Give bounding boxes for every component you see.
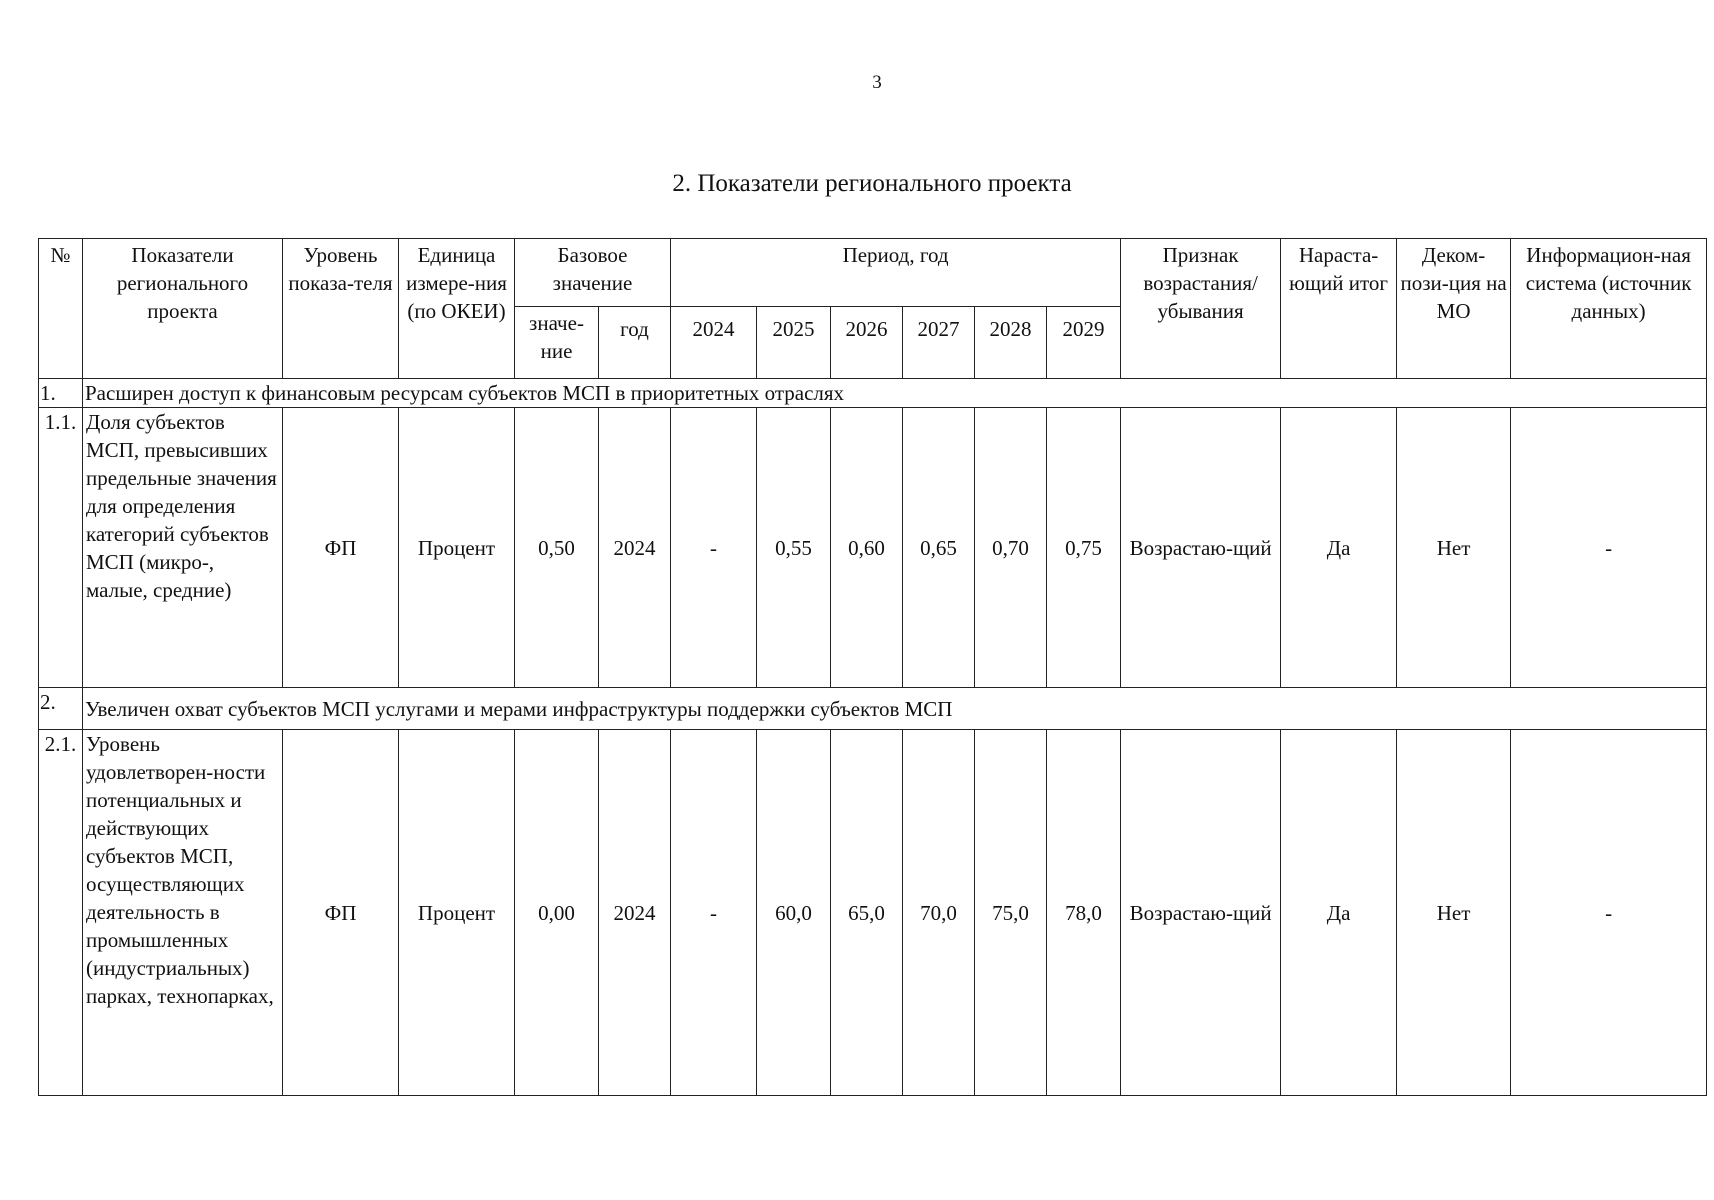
indicator-unit: Процент <box>399 408 515 688</box>
year-value: 0,70 <box>975 408 1047 688</box>
header-year: 2024 <box>671 307 757 379</box>
header-year: 2025 <box>757 307 831 379</box>
header-indicator: Показатели регионального проекта <box>83 239 283 379</box>
header-base-year: год <box>599 307 671 379</box>
base-year: 2024 <box>599 730 671 1096</box>
decomposition: Нет <box>1397 730 1511 1096</box>
info-system: - <box>1511 730 1707 1096</box>
header-year: 2028 <box>975 307 1047 379</box>
year-value: 65,0 <box>831 730 903 1096</box>
section-row <box>39 688 1707 730</box>
year-value: 0,75 <box>1047 408 1121 688</box>
table-row <box>39 408 1707 688</box>
header-cumulative: Нараста-ющий итог <box>1281 239 1397 379</box>
indicator-name: Уровень удовлетворен-ности потенциальных и действующих субъектов МСП, осуществляющих деятельность в промышленных (индустриальных) парках, технопарках, <box>83 730 283 1096</box>
year-value: - <box>671 408 757 688</box>
indicator-unit: Процент <box>399 730 515 1096</box>
year-value: 0,65 <box>903 408 975 688</box>
table-row <box>39 730 1707 1096</box>
page-number: 3 <box>872 72 882 93</box>
section-row <box>39 379 1707 408</box>
indicator-name: Доля субъектов МСП, превысивших предельные значения для определения категорий субъектов МСП (микро-, малые, средние) <box>83 408 283 688</box>
header-trend: Признак возрастания/ убывания <box>1121 239 1281 379</box>
base-value: 0,50 <box>515 408 599 688</box>
cumulative: Да <box>1281 730 1397 1096</box>
header-unit: Единица измере-ния (по ОКЕИ) <box>399 239 515 379</box>
header-level: Уровень показа-теля <box>283 239 399 379</box>
header-number: № <box>39 239 83 379</box>
year-value: 70,0 <box>903 730 975 1096</box>
indicator-level: ФП <box>283 730 399 1096</box>
header-decomposition: Деком-пози-ция на МО <box>1397 239 1511 379</box>
row-number: 1.1. <box>39 408 83 688</box>
year-value: 0,60 <box>831 408 903 688</box>
trend: Возрастаю-щий <box>1121 408 1281 688</box>
section-title: Расширен доступ к финансовым ресурсам субъектов МСП в приоритетных отраслях <box>83 379 1707 408</box>
year-value: 78,0 <box>1047 730 1121 1096</box>
indicators-table <box>38 238 1707 1096</box>
page-title: 2. Показатели регионального проекта <box>672 170 1072 197</box>
year-value: 0,55 <box>757 408 831 688</box>
base-value: 0,00 <box>515 730 599 1096</box>
indicator-level: ФП <box>283 408 399 688</box>
header-period: Период, год <box>671 239 1121 307</box>
year-value: - <box>671 730 757 1096</box>
header-year: 2026 <box>831 307 903 379</box>
info-system: - <box>1511 408 1707 688</box>
year-value: 60,0 <box>757 730 831 1096</box>
header-base-value: значе-ние <box>515 307 599 379</box>
decomposition: Нет <box>1397 408 1511 688</box>
header-info-system: Информацион-ная система (источник данных) <box>1511 239 1707 379</box>
header-year: 2029 <box>1047 307 1121 379</box>
year-value: 75,0 <box>975 730 1047 1096</box>
row-number: 2.1. <box>39 730 83 1096</box>
header-base: Базовое значение <box>515 239 671 307</box>
section-number: 1. <box>39 379 83 408</box>
cumulative: Да <box>1281 408 1397 688</box>
header-year: 2027 <box>903 307 975 379</box>
trend: Возрастаю-щий <box>1121 730 1281 1096</box>
section-number: 2. <box>39 688 83 730</box>
section-title: Увеличен охват субъектов МСП услугами и мерами инфраструктуры поддержки субъектов МСП <box>83 688 1707 730</box>
base-year: 2024 <box>599 408 671 688</box>
